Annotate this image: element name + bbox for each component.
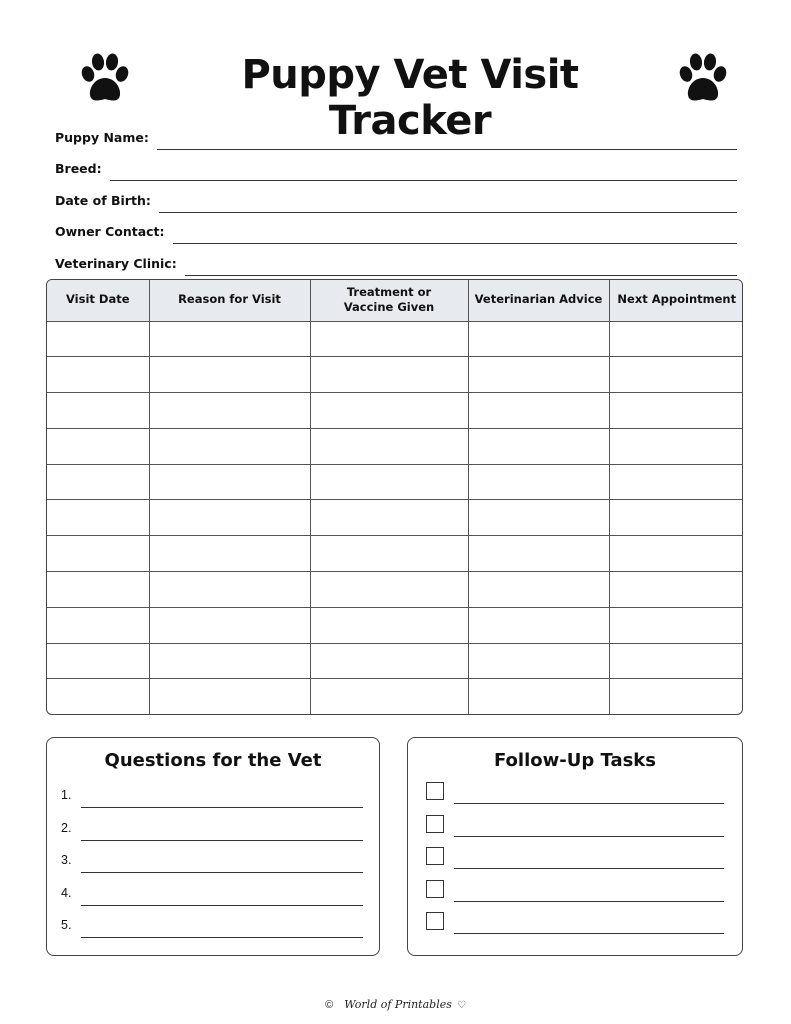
table-cell[interactable] [149,679,310,715]
question-number: 5. [61,918,72,932]
table-row [47,572,743,608]
question-item [61,819,363,841]
table-cell[interactable] [468,572,609,608]
task-checkbox[interactable] [426,880,444,898]
question-item [61,916,363,938]
table-cell[interactable] [47,607,149,643]
breed-field[interactable] [110,163,737,181]
table-cell[interactable] [468,357,609,393]
table-cell[interactable] [47,321,149,357]
table-row [47,393,743,429]
table-cell[interactable] [149,321,310,357]
table-cell[interactable] [47,643,149,679]
veterinary-clinic-row [55,244,737,276]
table-cell[interactable] [468,679,609,715]
table-row [47,321,743,357]
task-line[interactable] [454,901,724,902]
owner-contact-label: Owner Contact: [55,224,165,239]
footer [0,998,791,1011]
table-cell[interactable] [468,500,609,536]
table-cell[interactable] [149,464,310,500]
question-item [61,786,363,808]
table-cell[interactable] [47,536,149,572]
owner-contact-row [55,213,737,245]
puppy-name-row [55,118,737,150]
column-header-visit-date: Visit Date [47,280,149,321]
breed-label: Breed: [55,161,102,176]
table-row [47,643,743,679]
table-cell[interactable] [310,357,468,393]
table-row [47,607,743,643]
table-row [47,500,743,536]
table-cell[interactable] [149,500,310,536]
table-cell[interactable] [310,393,468,429]
table-cell[interactable] [47,357,149,393]
table-cell[interactable] [609,679,743,715]
table-cell[interactable] [47,679,149,715]
table-cell[interactable] [47,572,149,608]
column-header-next-appointment: Next Appointment [609,280,743,321]
task-checkbox[interactable] [426,912,444,930]
task-line[interactable] [454,803,724,804]
table-cell[interactable] [310,607,468,643]
puppy-name-field[interactable] [157,132,737,150]
owner-contact-field[interactable] [173,226,737,244]
veterinary-clinic-label: Veterinary Clinic: [55,255,177,271]
puppy-name-label: Puppy Name: [55,129,149,145]
table-row [47,536,743,572]
table-row [47,357,743,393]
table-cell[interactable] [609,428,743,464]
task-line[interactable] [454,933,724,934]
date-of-birth-row [55,181,737,213]
task-checkbox[interactable] [426,782,444,800]
table-cell[interactable] [310,500,468,536]
paw-icon [676,52,730,106]
question-item [61,884,363,906]
follow-up-tasks-box [407,737,743,956]
table-cell[interactable] [149,536,310,572]
table-cell[interactable] [609,500,743,536]
visit-table [46,279,743,715]
table-cell[interactable] [468,607,609,643]
heart-icon: ♡ [456,1000,466,1011]
veterinary-clinic-field[interactable] [185,258,737,276]
column-header-advice: Veterinarian Advice [468,280,609,321]
task-item [426,880,724,902]
table-row [47,464,743,500]
table-cell[interactable] [468,393,609,429]
page-title: Puppy Vet Visit Tracker [241,52,579,144]
table-cell[interactable] [310,464,468,500]
table-cell[interactable] [609,357,743,393]
table-cell[interactable] [310,428,468,464]
question-line[interactable] [81,905,363,906]
table-cell[interactable] [468,428,609,464]
table-cell[interactable] [468,536,609,572]
task-item [426,815,724,837]
table-cell[interactable] [310,572,468,608]
table-cell[interactable] [468,643,609,679]
questions-box [46,737,380,956]
date-of-birth-label: Date of Birth: [55,192,151,208]
question-line[interactable] [81,937,363,938]
copyright-symbol: © [325,999,334,1011]
question-number: 4. [61,885,72,900]
table-cell[interactable] [310,643,468,679]
table-cell[interactable] [609,607,743,643]
table-row [47,428,743,464]
question-line[interactable] [81,840,363,841]
breed-row [55,150,737,182]
table-cell[interactable] [609,321,743,357]
table-cell[interactable] [468,464,609,500]
task-item [426,912,724,934]
table-cell[interactable] [149,643,310,679]
table-cell[interactable] [47,393,149,429]
brand-logo: World of Printables [344,998,452,1011]
questions-title: Questions for the Vet [104,750,322,771]
table-cell[interactable] [310,679,468,715]
table-cell[interactable] [609,572,743,608]
question-line[interactable] [81,807,363,808]
table-row [47,679,743,715]
column-header-reason: Reason for Visit [149,280,310,321]
table-cell[interactable] [609,464,743,500]
paw-icon [78,52,132,106]
table-cell[interactable] [149,357,310,393]
table-cell[interactable] [149,393,310,429]
task-line[interactable] [454,868,724,869]
column-header-treatment: Treatment or Vaccine Given [310,280,468,321]
puppy-info-fields [55,118,737,276]
task-checkbox[interactable] [426,815,444,833]
table-cell[interactable] [47,428,149,464]
table-cell[interactable] [609,643,743,679]
table-cell[interactable] [609,536,743,572]
table-cell[interactable] [149,428,310,464]
table-cell[interactable] [310,536,468,572]
question-number: 1. [61,788,72,802]
table-cell[interactable] [149,572,310,608]
task-item [426,847,724,869]
question-number: 2. [61,820,72,835]
task-checkbox[interactable] [426,847,444,865]
table-cell[interactable] [609,393,743,429]
table-header-row [47,280,743,321]
question-item [61,851,363,873]
tasks-title: Follow-Up Tasks [493,750,656,771]
table-cell[interactable] [468,321,609,357]
table-cell[interactable] [47,500,149,536]
task-line[interactable] [454,836,724,837]
date-of-birth-field[interactable] [159,195,737,213]
table-cell[interactable] [310,321,468,357]
table-cell[interactable] [149,607,310,643]
question-number: 3. [61,853,72,867]
question-line[interactable] [81,872,363,873]
task-item [426,782,724,804]
table-cell[interactable] [47,464,149,500]
